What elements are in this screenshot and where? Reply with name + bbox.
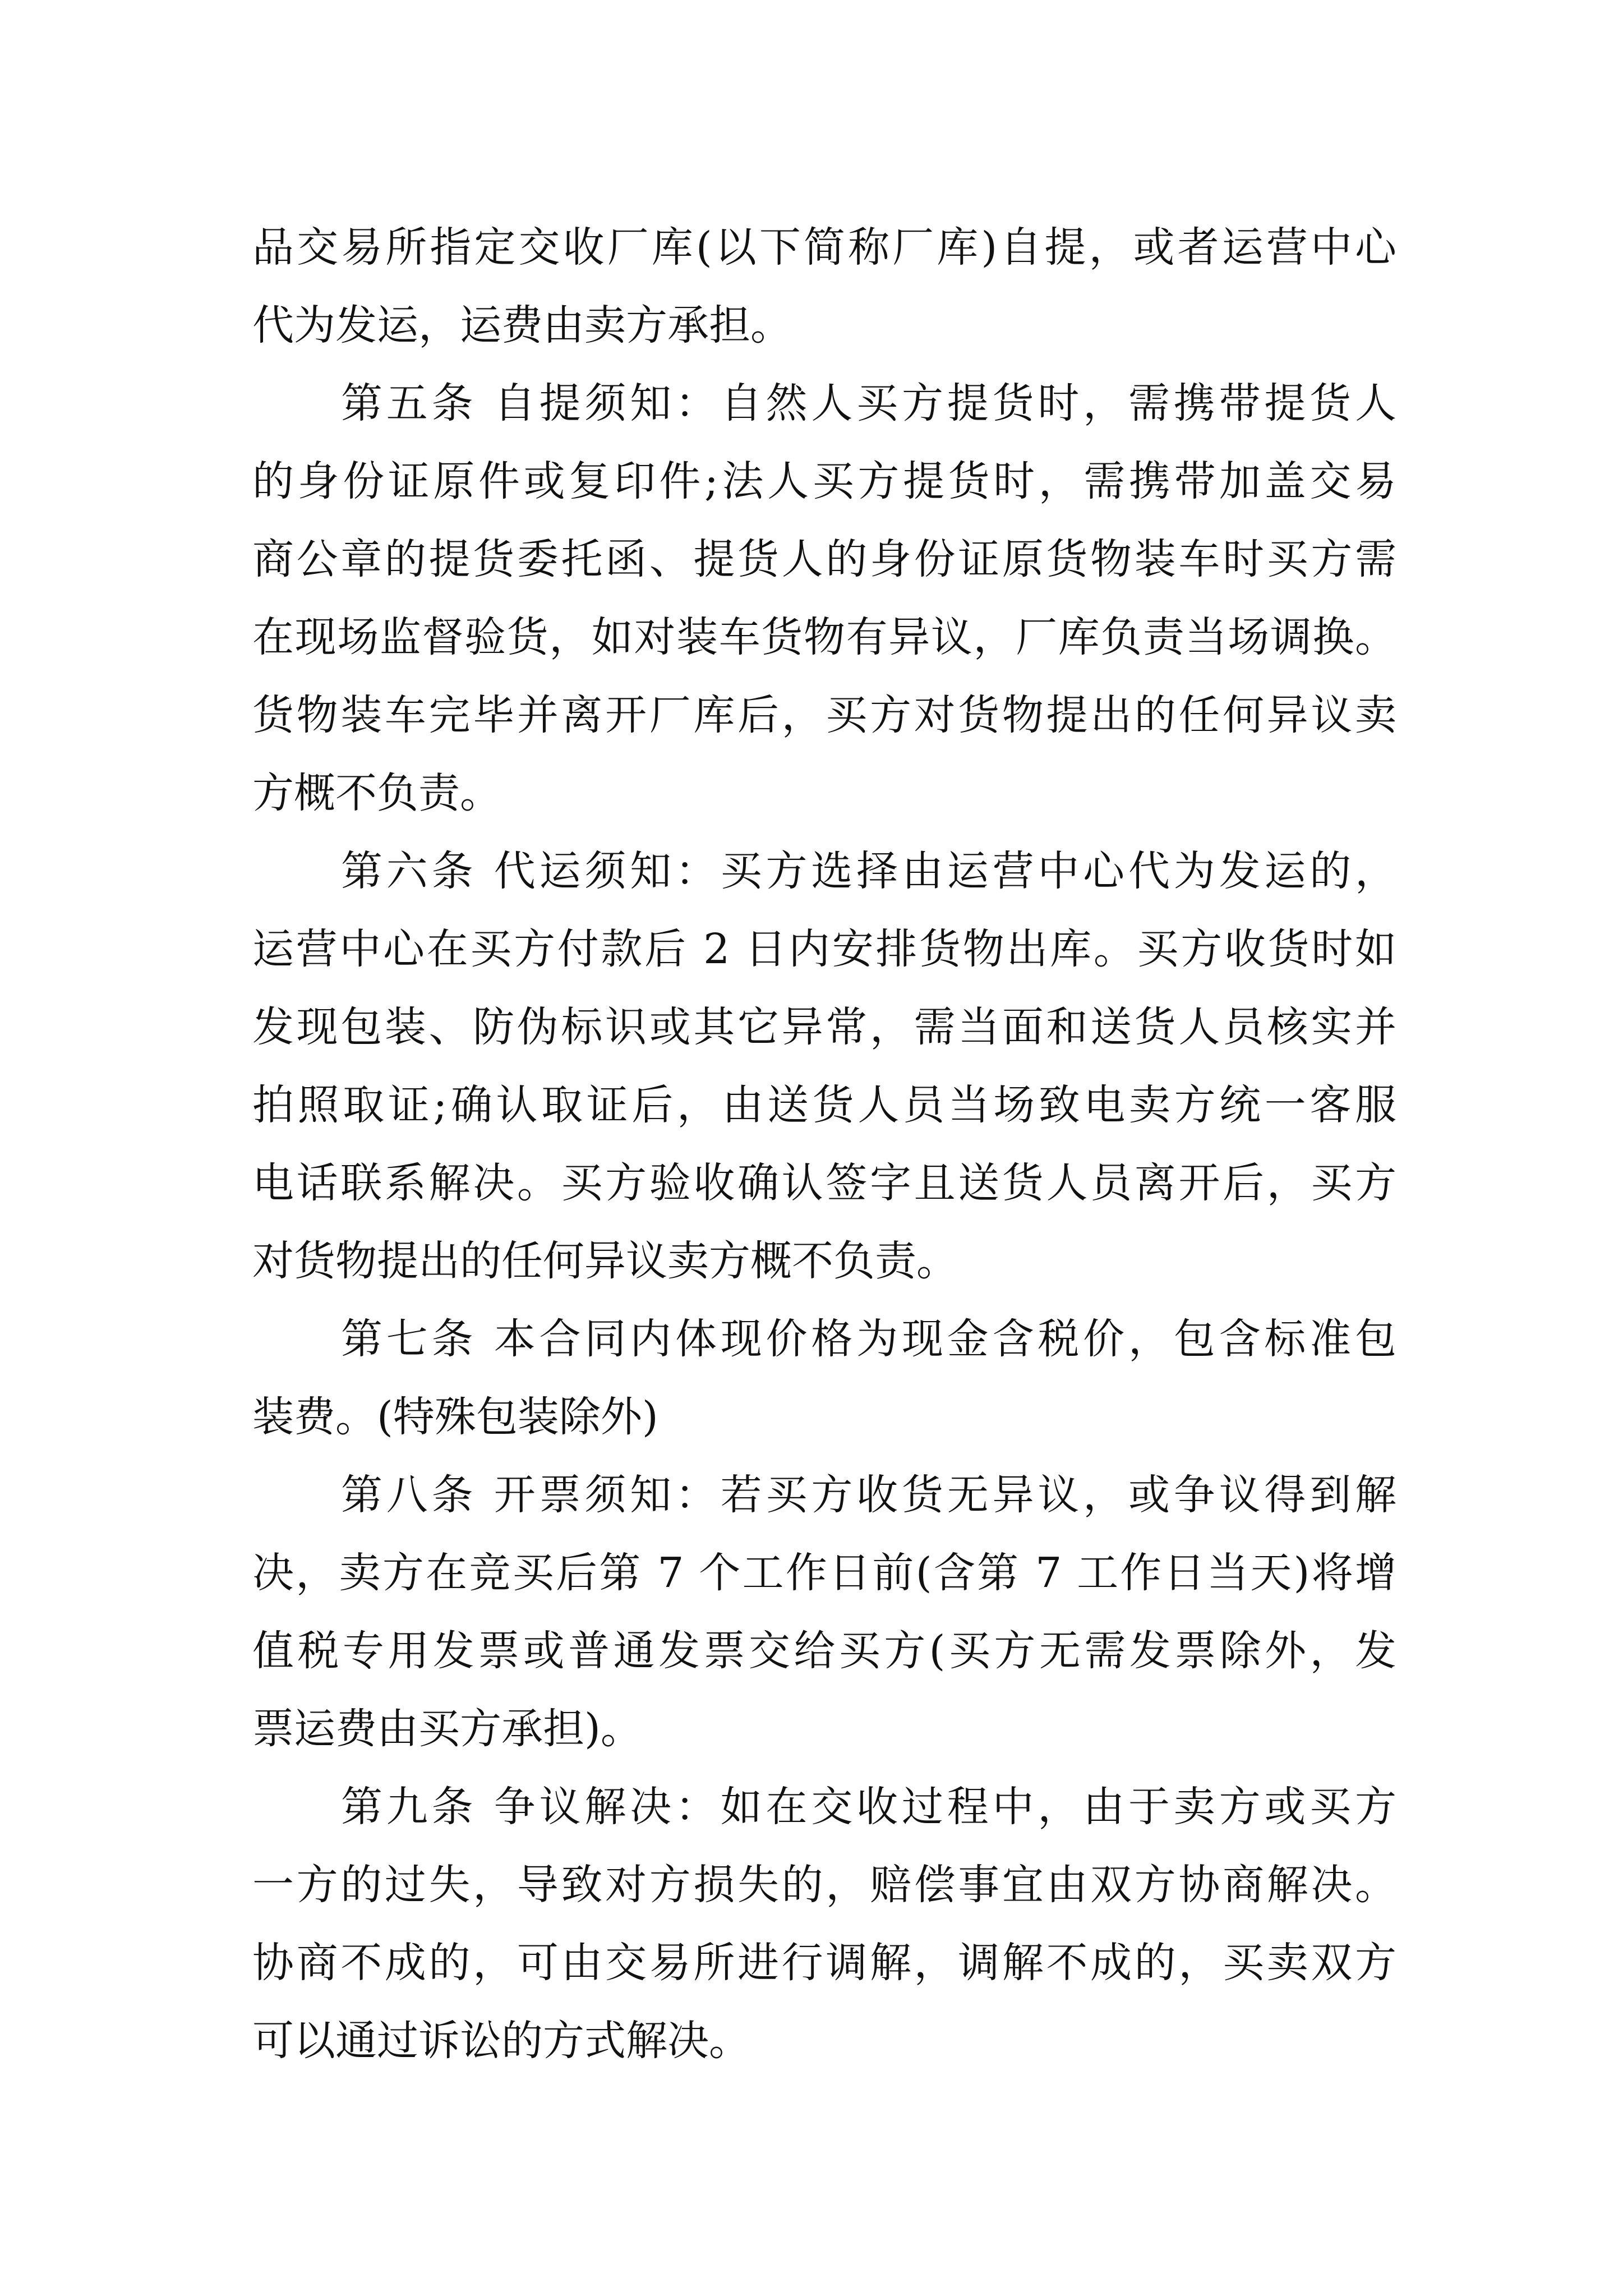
paragraph-line: 品交易所指定交收厂库(以下简称厂库)自提，或者运营中心: [252, 223, 1396, 272]
paragraph-line: 协商不成的，可由交易所进行调解，调解不成的，买卖双方: [252, 1939, 1396, 1987]
paragraph-line: 可以通过诉讼的方式解决。: [252, 2017, 750, 2065]
paragraph-line: 商公章的提货委托函、提货人的身份证原货物装车时买方需: [252, 535, 1396, 583]
paragraph-line: 装费。(特殊包装除外): [252, 1393, 658, 1441]
paragraph-line: 货物装车完毕并离开厂库后，买方对货物提出的任何异议卖: [252, 691, 1396, 739]
paragraph-line: 拍照取证;确认取证后，由送货人员当场致电卖方统一客服: [252, 1081, 1396, 1129]
article-6-heading-line: 第六条 代运须知：买方选择由运营中心代为发运的，: [341, 847, 1396, 895]
paragraph-line: 的身份证原件或复印件;法人买方提货时，需携带加盖交易: [252, 457, 1396, 505]
document-body: [252, 209, 1396, 2080]
paragraph-line: 方概不负责。: [252, 769, 501, 817]
article-7-heading-line: 第七条 本合同内体现价格为现金含税价，包含标准包: [341, 1315, 1396, 1363]
article-5-heading-line: 第五条 自提须知：自然人买方提货时，需携带提货人: [341, 379, 1396, 427]
paragraph-line: 决，卖方在竞买后第 7 个工作日前(含第 7 工作日当天)将增: [252, 1549, 1396, 1597]
paragraph-line: 票运费由买方承担)。: [252, 1705, 642, 1753]
article-9-heading-line: 第九条 争议解决：如在交收过程中，由于卖方或买方: [341, 1783, 1396, 1831]
paragraph-line: 运营中心在买方付款后 2 日内安排货物出库。买方收货时如: [252, 925, 1396, 973]
paragraph-line: 值税专用发票或普通发票交给买方(买方无需发票除外，发: [252, 1627, 1396, 1675]
article-8-heading-line: 第八条 开票须知：若买方收货无异议，或争议得到解: [341, 1471, 1396, 1519]
paragraph-line: 电话联系解决。买方验收确认签字且送货人员离开后，买方: [252, 1159, 1396, 1207]
paragraph-line: 发现包装、防伪标识或其它异常，需当面和送货人员核实并: [252, 1003, 1396, 1051]
paragraph-line: 对货物提出的任何异议卖方概不负责。: [252, 1237, 958, 1285]
paragraph-line: 代为发运，运费由卖方承担。: [252, 301, 792, 349]
paragraph-line: 一方的过失，导致对方损失的，赔偿事宜由双方协商解决。: [252, 1861, 1396, 1909]
paragraph-line: 在现场监督验货，如对装车货物有异议，厂库负责当场调换。: [252, 613, 1396, 661]
